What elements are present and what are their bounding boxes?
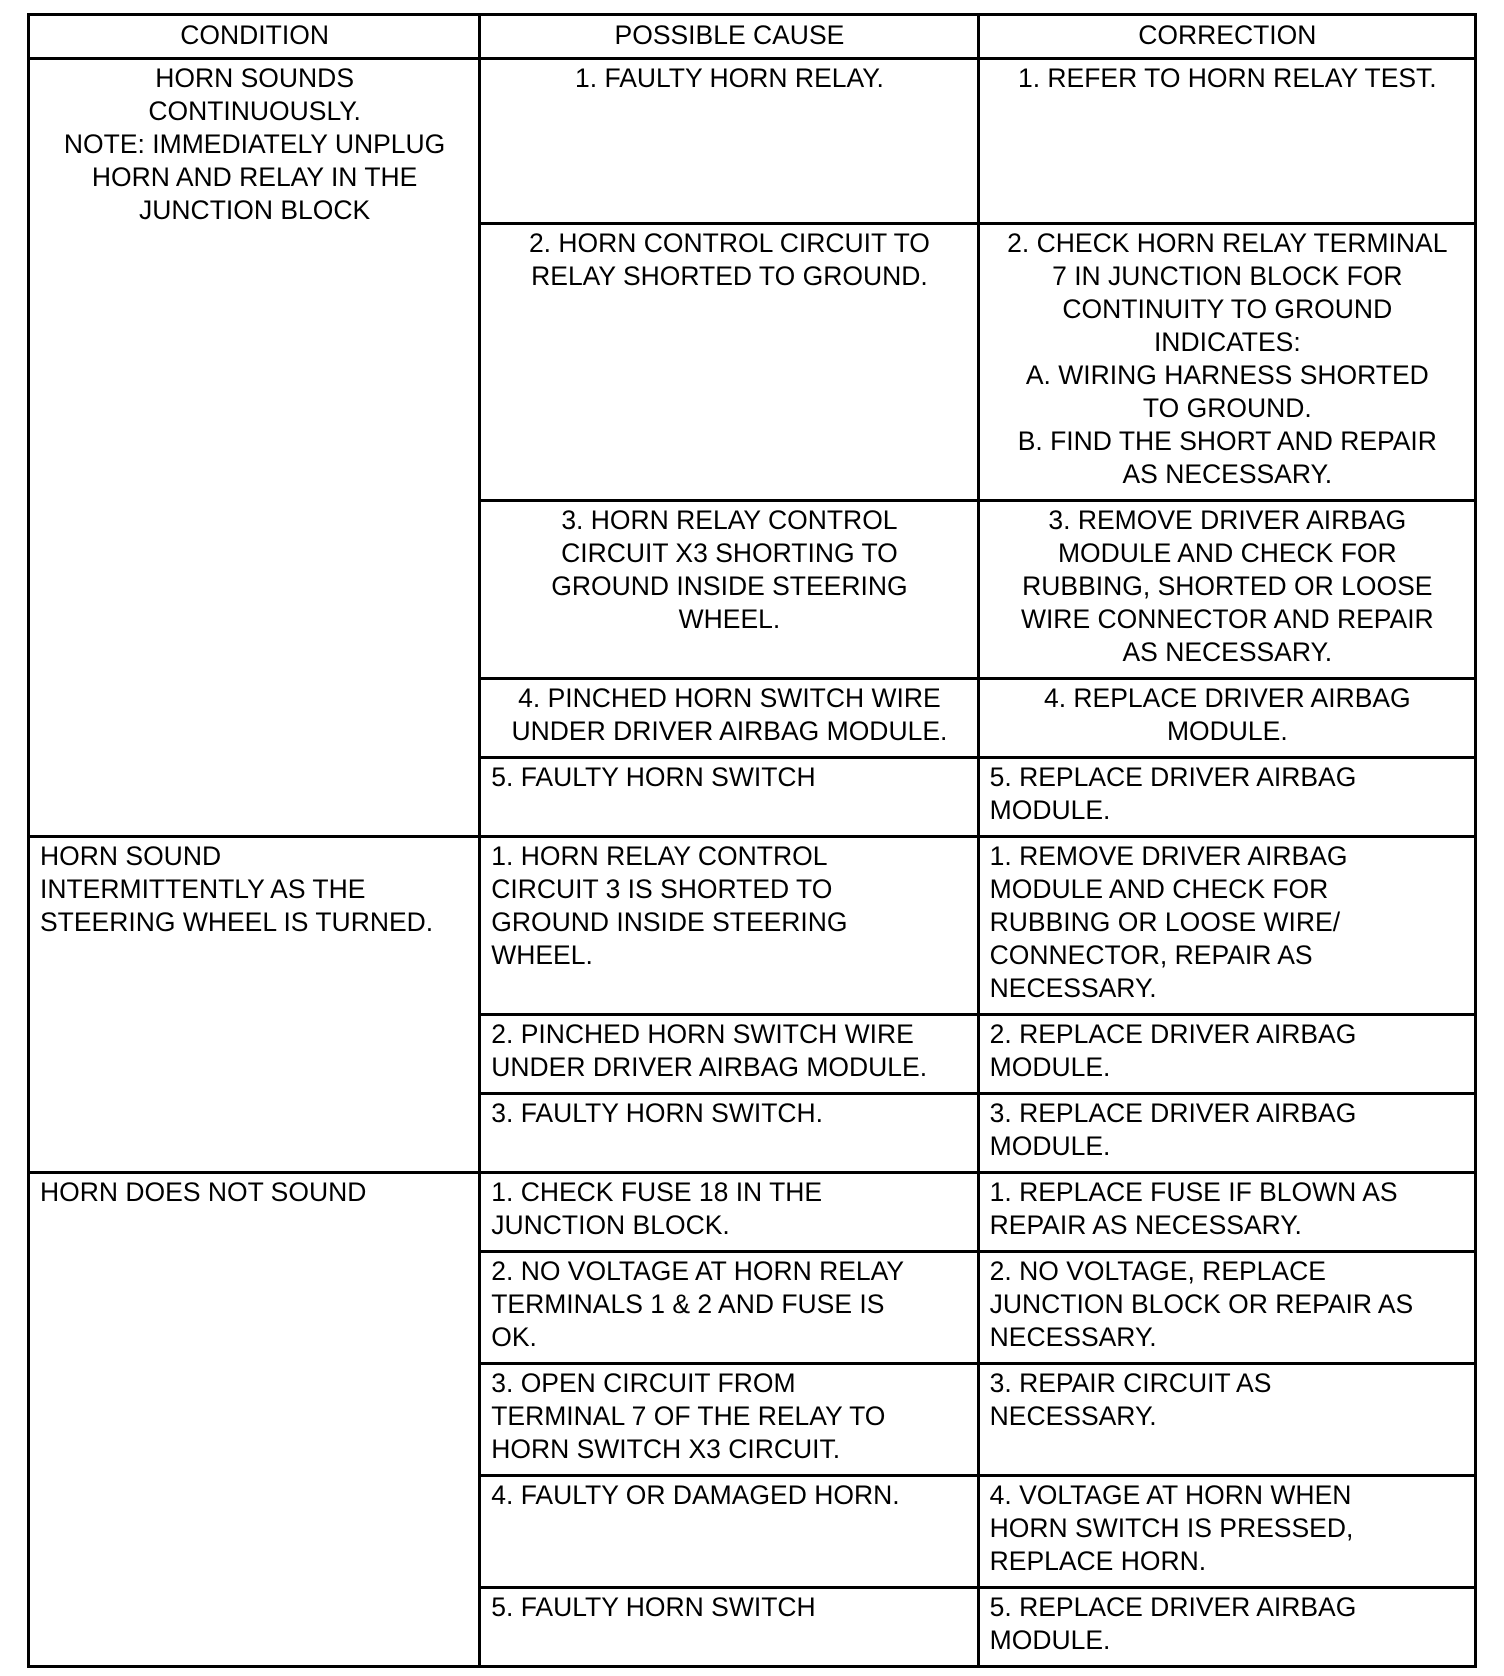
cause-cell: [480, 1015, 978, 1094]
correction-cell: [978, 1364, 1475, 1476]
cause-line: 3. HORN RELAY CONTROL: [561, 505, 898, 535]
condition-line: CONTINUOUSLY.: [148, 96, 361, 126]
correction-line: INDICATES:: [1153, 327, 1301, 357]
correction-line: 4. VOLTAGE AT HORN WHEN: [989, 1480, 1352, 1510]
header-condition: CONDITION: [29, 15, 480, 59]
cause-line: WHEEL.: [491, 940, 593, 970]
cause-line: UNDER DRIVER AIRBAG MODULE.: [511, 716, 948, 746]
correction-line: RUBBING OR LOOSE WIRE/: [989, 907, 1341, 937]
cause-line: 5. FAULTY HORN SWITCH: [491, 762, 816, 792]
header-row: [29, 15, 1476, 59]
condition-line: HORN SOUNDS: [155, 63, 354, 93]
correction-line: 2. CHECK HORN RELAY TERMINAL: [1007, 228, 1448, 258]
table-row: [29, 1173, 1476, 1252]
cause-line: JUNCTION BLOCK.: [491, 1210, 730, 1240]
header-correction: CORRECTION: [978, 15, 1475, 59]
cause-cell: [480, 59, 978, 224]
correction-line: REPLACE HORN.: [989, 1546, 1207, 1576]
correction-line: 1. REPLACE FUSE IF BLOWN AS: [989, 1177, 1398, 1207]
correction-line: B. FIND THE SHORT AND REPAIR: [1017, 426, 1437, 456]
correction-cell: [978, 1252, 1475, 1364]
cause-cell: [480, 1252, 978, 1364]
cause-cell: [480, 1364, 978, 1476]
cause-line: 1. FAULTY HORN RELAY.: [575, 63, 884, 93]
correction-line: MODULE.: [989, 795, 1111, 825]
cause-cell: [480, 501, 978, 679]
cause-line: GROUND INSIDE STEERING: [491, 907, 848, 937]
table-row: [29, 59, 1476, 224]
cause-line: 2. PINCHED HORN SWITCH WIRE: [491, 1019, 914, 1049]
correction-line: NECESSARY.: [989, 1401, 1157, 1431]
cause-line: TERMINAL 7 OF THE RELAY TO: [491, 1401, 886, 1431]
header-possible-cause: POSSIBLE CAUSE: [480, 15, 978, 59]
cause-line: WHEEL.: [678, 604, 781, 634]
cause-line: TERMINALS 1 & 2 AND FUSE IS: [491, 1289, 885, 1319]
correction-line: MODULE AND CHECK FOR: [989, 874, 1329, 904]
correction-line: CONNECTOR, REPAIR AS: [989, 940, 1313, 970]
cause-cell: [480, 837, 978, 1015]
cause-line: GROUND INSIDE STEERING: [551, 571, 908, 601]
cause-cell: [480, 1094, 978, 1173]
correction-line: NECESSARY.: [989, 973, 1157, 1003]
cause-line: OK.: [491, 1322, 537, 1352]
correction-line: MODULE.: [989, 1052, 1111, 1082]
correction-line: RUBBING, SHORTED OR LOOSE: [1022, 571, 1433, 601]
cause-line: 2. NO VOLTAGE AT HORN RELAY: [491, 1256, 905, 1286]
correction-line: 1. REFER TO HORN RELAY TEST.: [1017, 63, 1437, 93]
correction-line: MODULE.: [989, 1131, 1111, 1161]
cause-cell: [480, 1476, 978, 1588]
correction-line: AS NECESSARY.: [1122, 637, 1333, 667]
cause-cell: [480, 758, 978, 837]
cause-line: RELAY SHORTED TO GROUND.: [531, 261, 928, 291]
correction-line: 4. REPLACE DRIVER AIRBAG: [1043, 683, 1411, 713]
correction-line: TO GROUND.: [1142, 393, 1312, 423]
table-row: [29, 837, 1476, 1015]
correction-line: 3. REPLACE DRIVER AIRBAG: [989, 1098, 1357, 1128]
correction-cell: [978, 1588, 1475, 1667]
correction-cell: [978, 1476, 1475, 1588]
correction-cell: [978, 59, 1475, 224]
cause-line: 4. FAULTY OR DAMAGED HORN.: [491, 1480, 900, 1510]
cause-cell: [480, 679, 978, 758]
cause-line: 2. HORN CONTROL CIRCUIT TO: [528, 228, 930, 258]
correction-line: 1. REMOVE DRIVER AIRBAG: [989, 841, 1348, 871]
correction-line: JUNCTION BLOCK OR REPAIR AS: [989, 1289, 1414, 1319]
correction-line: NECESSARY.: [989, 1322, 1157, 1352]
condition-line: NOTE: IMMEDIATELY UNPLUG: [63, 129, 446, 159]
condition-line: HORN DOES NOT SOUND: [40, 1177, 367, 1207]
correction-cell: [978, 1015, 1475, 1094]
correction-line: REPAIR AS NECESSARY.: [989, 1210, 1302, 1240]
condition-line: STEERING WHEEL IS TURNED.: [40, 907, 434, 937]
cause-line: UNDER DRIVER AIRBAG MODULE.: [491, 1052, 928, 1082]
correction-cell: [978, 1173, 1475, 1252]
correction-cell: [978, 837, 1475, 1015]
cause-line: 3. OPEN CIRCUIT FROM: [491, 1368, 796, 1398]
cause-line: 5. FAULTY HORN SWITCH: [491, 1592, 816, 1622]
correction-line: AS NECESSARY.: [1122, 459, 1333, 489]
diagnosis-table: [27, 13, 1477, 1668]
correction-cell: [978, 679, 1475, 758]
correction-line: 2. REPLACE DRIVER AIRBAG: [989, 1019, 1357, 1049]
cause-cell: [480, 1173, 978, 1252]
correction-line: 3. REMOVE DRIVER AIRBAG: [1048, 505, 1407, 535]
correction-line: 3. REPAIR CIRCUIT AS: [989, 1368, 1272, 1398]
correction-line: CONTINUITY TO GROUND: [1062, 294, 1393, 324]
correction-line: HORN SWITCH IS PRESSED,: [989, 1513, 1354, 1543]
correction-line: 5. REPLACE DRIVER AIRBAG: [989, 762, 1357, 792]
cause-line: HORN SWITCH X3 CIRCUIT.: [491, 1434, 841, 1464]
correction-line: WIRE CONNECTOR AND REPAIR: [1020, 604, 1434, 634]
condition-line: HORN SOUND: [40, 841, 222, 871]
correction-line: 5. REPLACE DRIVER AIRBAG: [989, 1592, 1357, 1622]
correction-cell: [978, 224, 1475, 501]
correction-cell: [978, 758, 1475, 837]
cause-line: 1. HORN RELAY CONTROL: [491, 841, 828, 871]
correction-cell: [978, 1094, 1475, 1173]
condition-cell: [29, 837, 480, 1173]
condition-line: HORN AND RELAY IN THE: [91, 162, 418, 192]
correction-line: MODULE.: [1166, 716, 1288, 746]
condition-cell: [29, 1173, 480, 1667]
correction-line: 2. NO VOLTAGE, REPLACE: [989, 1256, 1326, 1286]
cause-line: 4. PINCHED HORN SWITCH WIRE: [518, 683, 941, 713]
condition-cell: [29, 59, 480, 837]
cause-line: CIRCUIT 3 IS SHORTED TO: [491, 874, 833, 904]
cause-cell: [480, 1588, 978, 1667]
cause-line: 3. FAULTY HORN SWITCH.: [491, 1098, 824, 1128]
condition-line: INTERMITTENTLY AS THE: [40, 874, 366, 904]
correction-line: MODULE AND CHECK FOR: [1057, 538, 1397, 568]
correction-line: A. WIRING HARNESS SHORTED: [1025, 360, 1429, 390]
correction-line: 7 IN JUNCTION BLOCK FOR: [1052, 261, 1403, 291]
correction-cell: [978, 501, 1475, 679]
condition-line: JUNCTION BLOCK: [139, 195, 371, 225]
cause-line: CIRCUIT X3 SHORTING TO: [561, 538, 898, 568]
correction-line: MODULE.: [989, 1625, 1111, 1655]
cause-line: 1. CHECK FUSE 18 IN THE: [491, 1177, 823, 1207]
cause-cell: [480, 224, 978, 501]
